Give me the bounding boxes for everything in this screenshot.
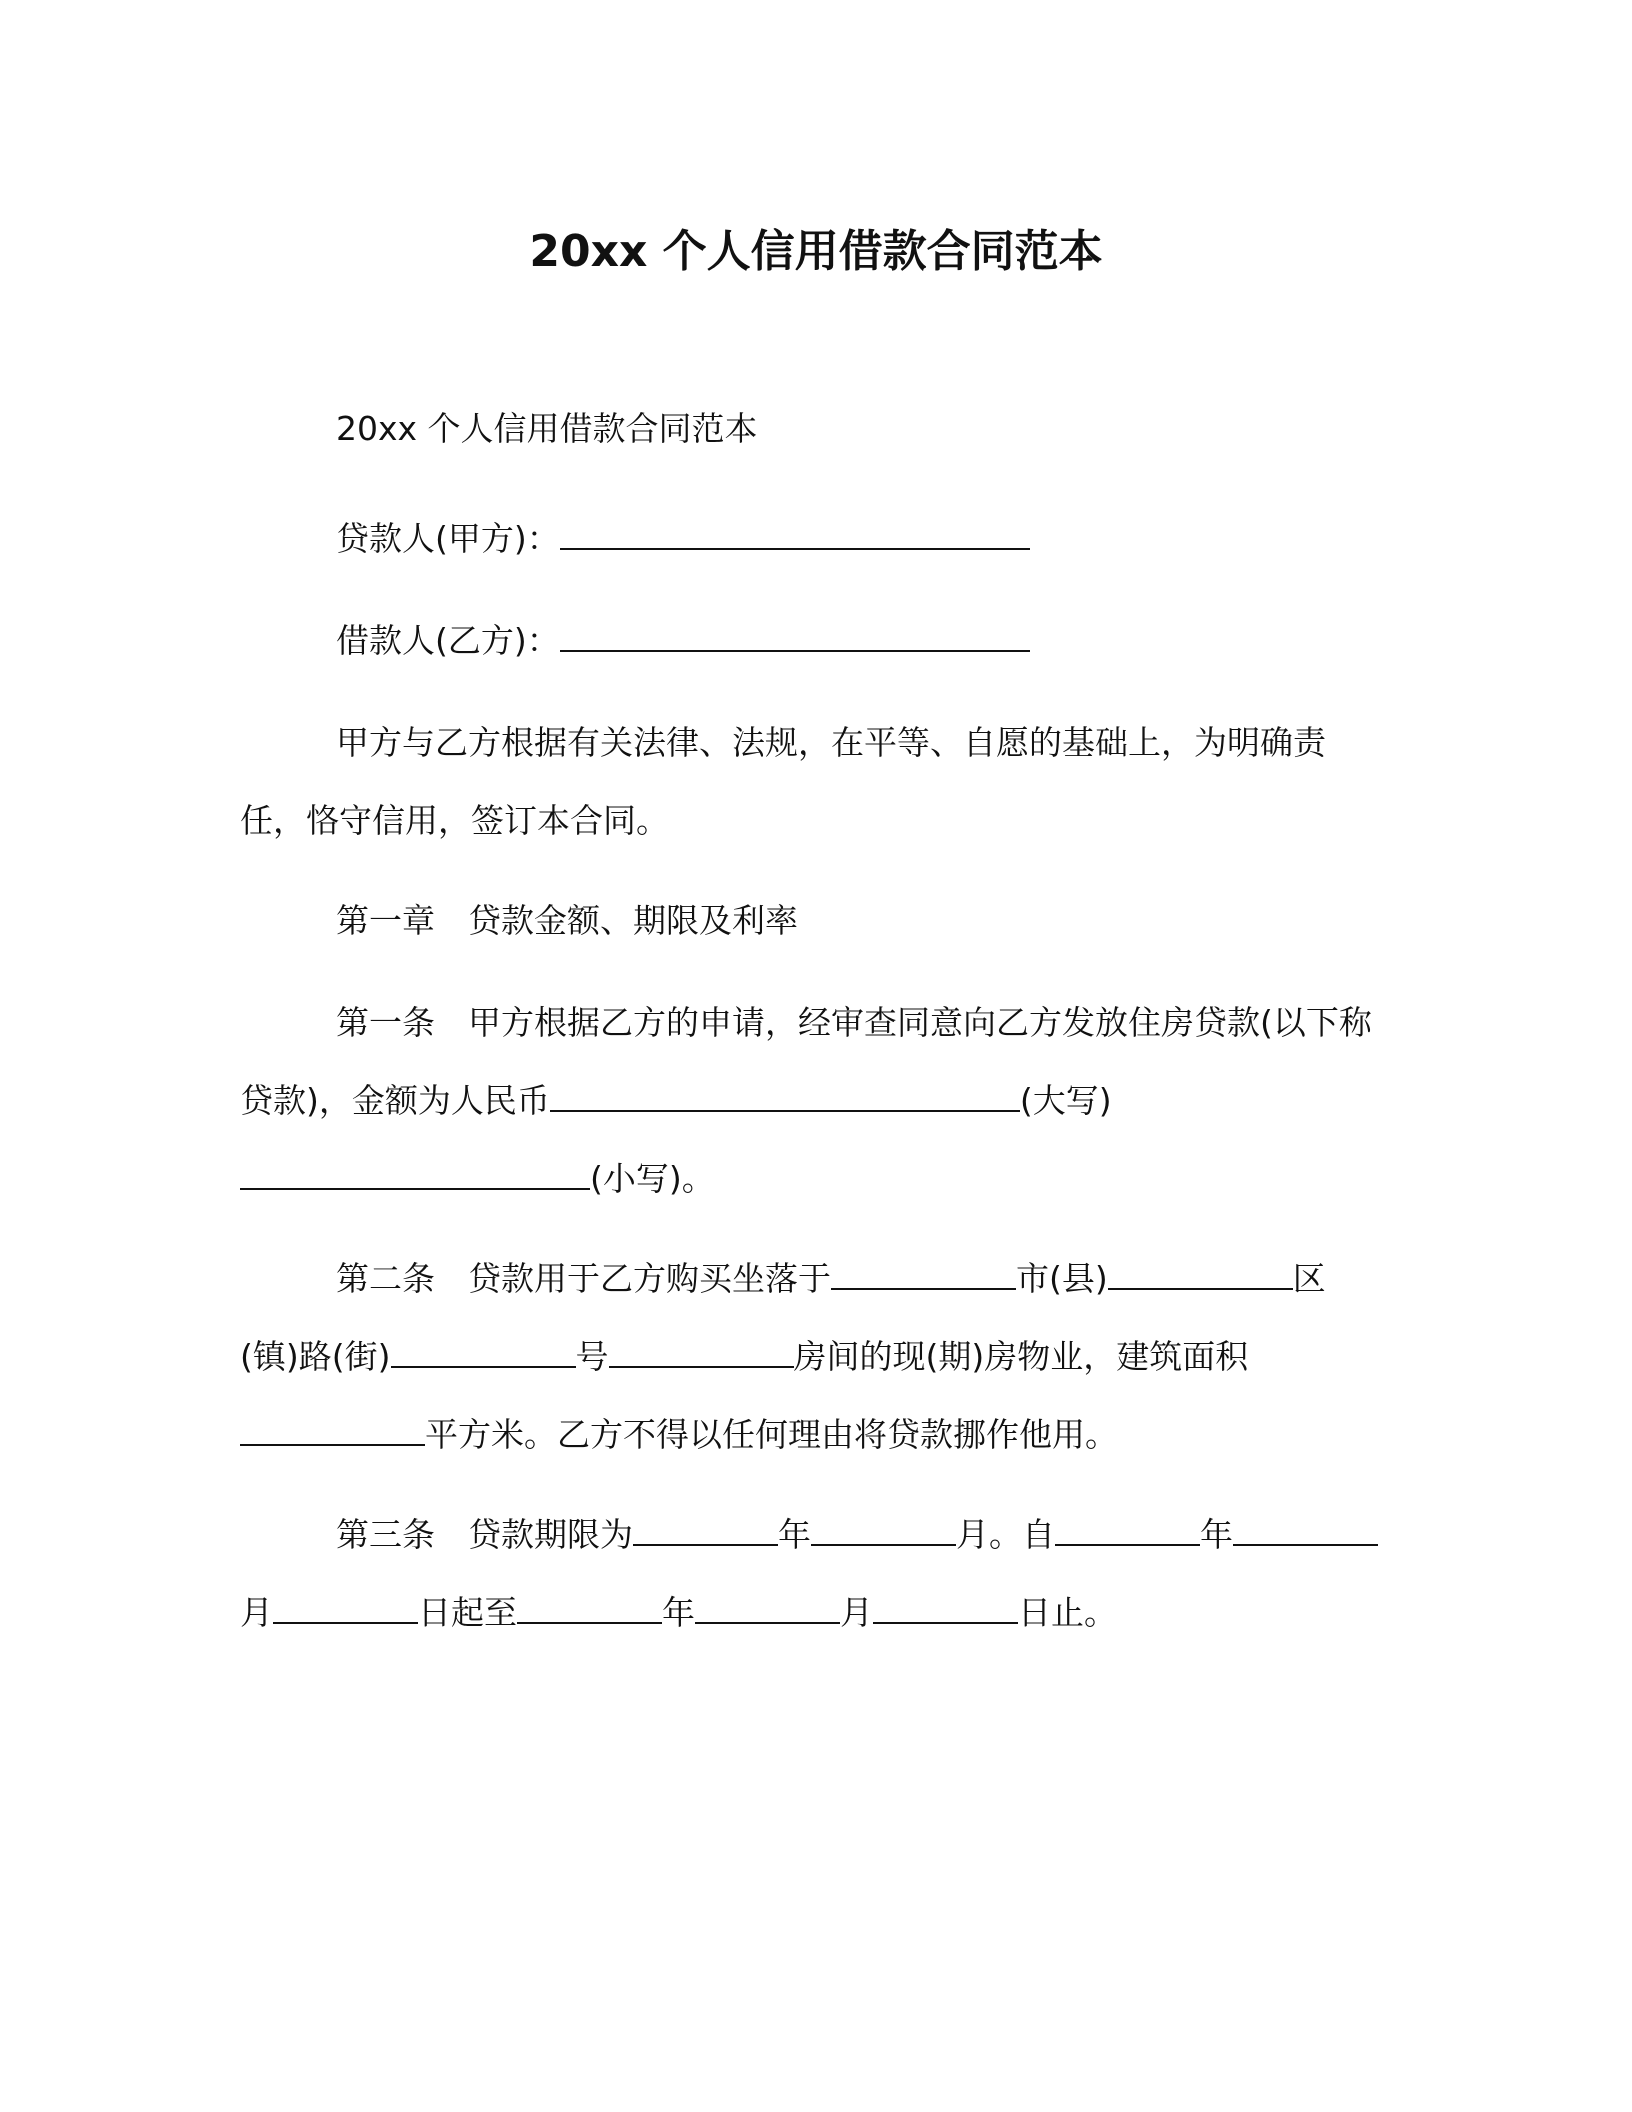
- article1-paragraph: [240, 984, 1380, 1218]
- article3-start-day-blank: [273, 1592, 418, 1624]
- article1-text-a: 第一条 甲方根据乙方的申请，经审查同意向乙方发放住房贷款(以下称贷款)，金额为人民币: [240, 1003, 1372, 1120]
- article3-day2: 日止。: [1018, 1593, 1117, 1632]
- article3-paragraph: [240, 1496, 1380, 1652]
- article2-city-blank: [831, 1258, 1016, 1290]
- article3-year2: 年: [1200, 1515, 1233, 1554]
- borrower-blank: [560, 620, 1030, 652]
- article2-number-blank: [609, 1336, 794, 1368]
- article3-end-year-blank: [517, 1592, 662, 1624]
- article3-start-month-blank: [1233, 1514, 1378, 1546]
- article3-years-blank: [633, 1514, 778, 1546]
- article2-text-d: 号: [575, 1337, 609, 1376]
- lender-label: 贷款人(甲方)：: [336, 519, 560, 558]
- article3-month1: 月。自: [956, 1515, 1055, 1554]
- borrower-line: [240, 602, 1380, 680]
- article2-street-blank: [391, 1336, 576, 1368]
- article3-end-month-blank: [695, 1592, 840, 1624]
- article2-text-e: 房间的现(期)房物业，建筑面积: [793, 1337, 1249, 1376]
- article1-text-c: (小写)。: [590, 1159, 715, 1198]
- document-subtitle: [240, 390, 1380, 468]
- article3-text-a: 第三条 贷款期限为: [336, 1515, 633, 1554]
- lender-blank: [560, 518, 1030, 550]
- article2-paragraph: [240, 1240, 1380, 1474]
- article3-month3: 月: [840, 1593, 873, 1632]
- article2-district-blank: [1108, 1258, 1293, 1290]
- document-body: [240, 390, 1380, 1652]
- article3-month2: 月: [240, 1593, 273, 1632]
- article2-text-a: 第二条 贷款用于乙方购买坐落于: [336, 1259, 831, 1298]
- subtitle-text: 20xx 个人信用借款合同范本: [336, 409, 758, 448]
- document-title: 20xx 个人信用借款合同范本: [529, 226, 1103, 277]
- article2-text-b: 市(县): [1016, 1259, 1108, 1298]
- chapter1-heading: [240, 882, 1380, 960]
- preamble-paragraph: [240, 704, 1380, 860]
- article3-day1: 日起至: [418, 1593, 517, 1632]
- article1-text-b: (大写): [1019, 1081, 1112, 1120]
- article1-amount-number-blank: [240, 1158, 590, 1190]
- article3-end-day-blank: [873, 1592, 1018, 1624]
- lender-line: [240, 500, 1380, 578]
- article1-amount-uppercase-blank: [550, 1080, 1020, 1112]
- article3-year1: 年: [778, 1515, 811, 1554]
- preamble-text: 甲方与乙方根据有关法律、法规，在平等、自愿的基础上，为明确责任，恪守信用，签订本合同。: [240, 723, 1326, 840]
- article2-text-c: 区(镇)路(街): [240, 1259, 1326, 1376]
- article3-start-year-blank: [1055, 1514, 1200, 1546]
- borrower-label: 借款人(乙方)：: [336, 621, 560, 660]
- article3-year3: 年: [662, 1593, 695, 1632]
- article2-text-f: 平方米。乙方不得以任何理由将贷款挪作他用。: [425, 1415, 1118, 1454]
- article2-area-blank: [240, 1414, 425, 1446]
- article3-months-blank: [811, 1514, 956, 1546]
- chapter1-heading-text: 第一章 贷款金额、期限及利率: [336, 901, 798, 940]
